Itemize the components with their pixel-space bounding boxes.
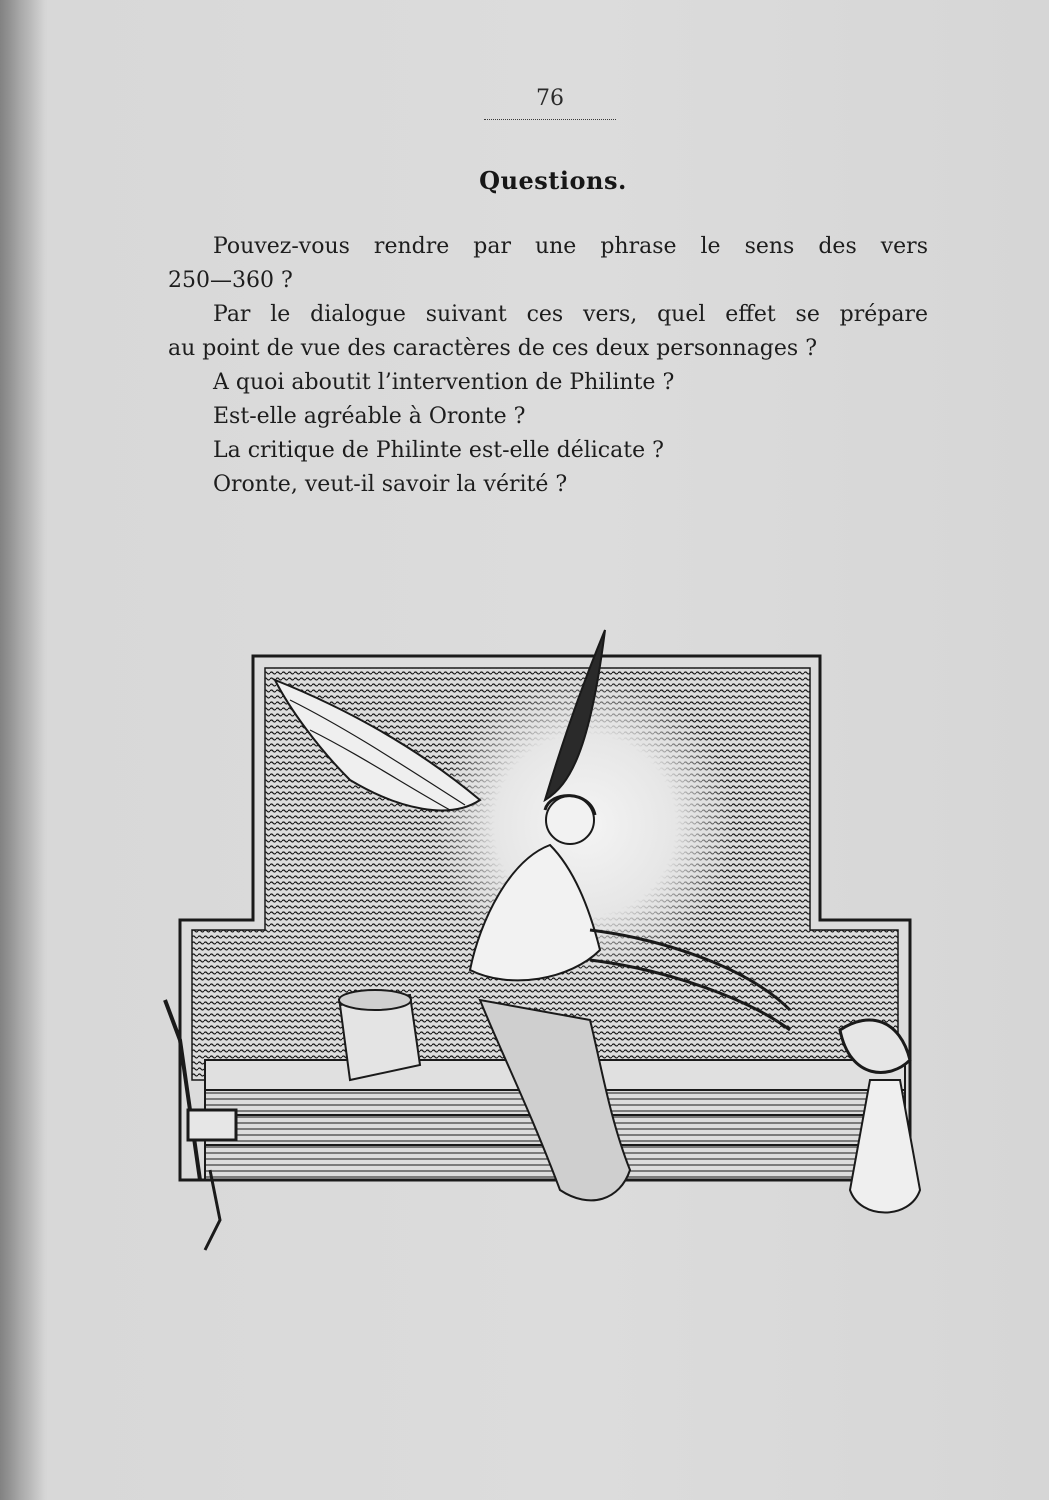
question-6: Oronte, veut-il savoir la vérité ?: [213, 472, 568, 497]
winged-figure-engraving: [150, 610, 970, 1300]
questions-list: [168, 230, 928, 502]
book-spine-shadow: [0, 0, 44, 1500]
questions-heading: Questions.: [479, 166, 627, 195]
page-number-rule: [484, 119, 616, 120]
question-2-line-1: Par le dialogue suivant ces vers, quel effet se prépare: [213, 302, 928, 327]
page-number: 76: [536, 86, 564, 111]
question-3: A quoi aboutit l’intervention de Philinte ?: [213, 370, 675, 395]
question-2-line-2: au point de vue des caractères de ces deux personnages ?: [168, 336, 817, 361]
question-4: Est-elle agréable à Oronte ?: [213, 404, 526, 429]
question-1-line-1: Pouvez-vous rendre par une phrase le sens des vers: [213, 234, 928, 259]
question-1-line-2: 250—360 ?: [168, 268, 293, 293]
question-5: La critique de Philinte est-elle délicate ?: [213, 438, 664, 463]
